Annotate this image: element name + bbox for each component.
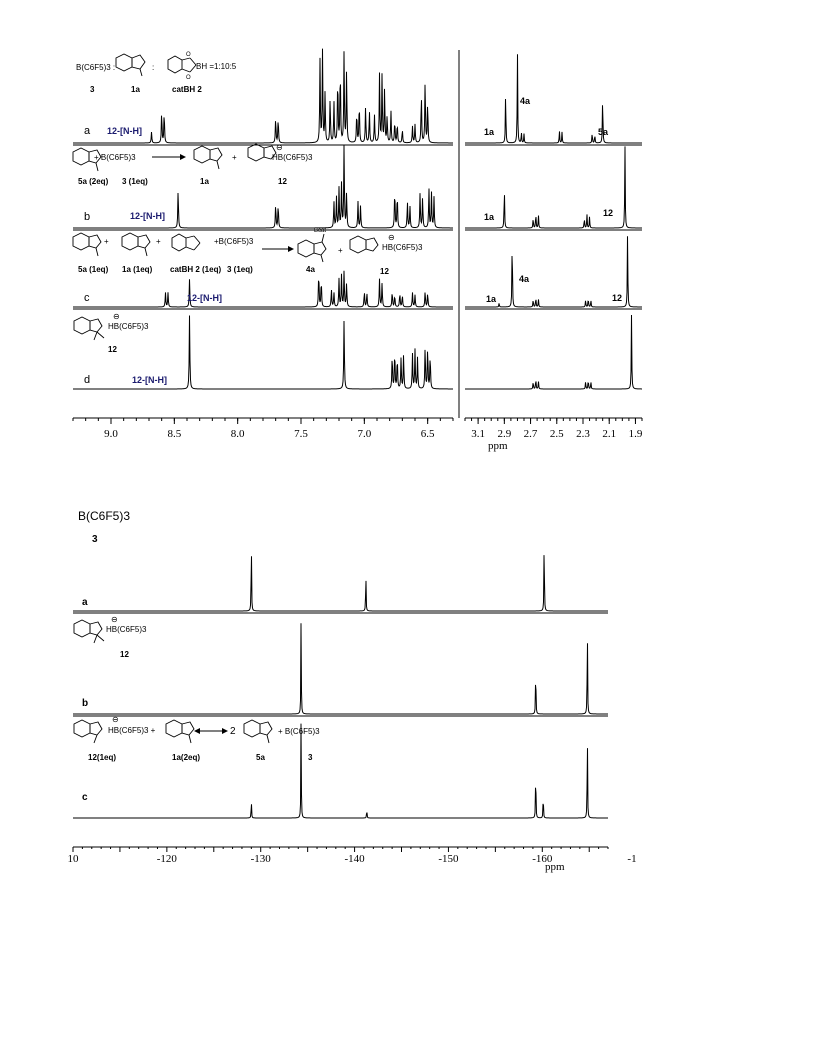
h1-tick-label: 2.9 bbox=[497, 428, 512, 440]
h1-tick-label: 2.5 bbox=[549, 428, 564, 440]
scheme-hc-plus-3: + bbox=[338, 246, 343, 255]
h1-trace-a bbox=[73, 49, 642, 145]
scheme-fc-hb: HB(C6F5)3 + bbox=[108, 726, 156, 735]
peak-label-4a-a: 4a bbox=[520, 96, 531, 106]
scheme-ha-rhs: BH =1:10:5 bbox=[196, 62, 237, 71]
h1-xlabel: ppm bbox=[488, 440, 508, 452]
scheme-fb-12: 12 bbox=[120, 650, 129, 659]
scheme-fc-b: + B(C6F5)3 bbox=[278, 727, 320, 736]
f19-trace-label-a: a bbox=[82, 597, 88, 608]
trace-label-a: a bbox=[84, 125, 91, 137]
scheme-hc-5a: 5a (1eq) bbox=[78, 265, 109, 274]
scheme-fc-2: 2 bbox=[230, 726, 236, 737]
scheme-fc-3: 3 bbox=[308, 753, 313, 762]
scheme-ha-catbh: catBH 2 bbox=[172, 85, 202, 94]
h1-aliphatic-trace-d bbox=[465, 315, 642, 389]
f19-trace-a bbox=[73, 555, 608, 613]
scheme-fb-minus: ⊖ bbox=[111, 615, 118, 624]
nh-label-b: 12-[N-H] bbox=[130, 211, 165, 221]
indoline-5a-structure bbox=[244, 720, 272, 743]
scheme-hc-catbh: catBH 2 (1eq) bbox=[170, 265, 222, 274]
nh-label-a: 12-[N-H] bbox=[107, 126, 142, 136]
scheme-h-c bbox=[73, 228, 423, 276]
fluorine-nmr-traces bbox=[73, 555, 608, 818]
scheme-fb-hb: HB(C6F5)3 bbox=[106, 625, 147, 634]
catechol-borane-structure bbox=[172, 234, 200, 251]
catechol-borane-structure bbox=[168, 52, 196, 81]
f19-trace-label-b: b bbox=[82, 698, 89, 709]
h1-tick-label: 2.7 bbox=[523, 428, 538, 440]
f19-title-3: 3 bbox=[92, 534, 98, 545]
f19-xlabel: ppm bbox=[545, 861, 565, 873]
h1-trace-c bbox=[73, 236, 642, 309]
scheme-hb-5a: 5a (2eq) bbox=[78, 177, 109, 186]
f19-tick-label: -120 bbox=[156, 853, 177, 865]
indolinium-12-structure bbox=[350, 236, 378, 253]
scheme-hc-1a: 1a (1eq) bbox=[122, 265, 153, 274]
trace-label-d: d bbox=[84, 374, 91, 386]
indole-1a-structure bbox=[122, 233, 150, 256]
indole-1a-structure bbox=[194, 146, 222, 169]
borylated-indole-4a-structure bbox=[298, 234, 326, 262]
f19-trace-b bbox=[73, 623, 608, 716]
scheme-hc-b: +B(C6F5)3 bbox=[214, 237, 254, 246]
h1-aromatic-trace-c bbox=[73, 271, 453, 307]
scheme-fc-12: 12(1eq) bbox=[88, 753, 117, 762]
scheme-ha-1a: 1a bbox=[131, 85, 140, 94]
trace-label-c: c bbox=[84, 292, 90, 304]
h1-tick-label: 2.1 bbox=[602, 428, 617, 440]
f19-spectrum-c bbox=[73, 724, 608, 818]
indolinium-12-structure bbox=[74, 620, 104, 643]
nh-label-c: 12-[N-H] bbox=[187, 293, 222, 303]
indoline-5a-structure bbox=[73, 233, 101, 256]
scheme-hd-minus: ⊖ bbox=[113, 312, 120, 321]
scheme-hc-plus-1: + bbox=[104, 237, 109, 246]
scheme-f-c bbox=[74, 715, 320, 762]
peak-label-5a-a: 5a bbox=[598, 127, 609, 137]
scheme-ha-mid: : bbox=[152, 63, 155, 72]
h1-tick-label: 8.0 bbox=[230, 428, 245, 440]
h1-tick-label: 7.0 bbox=[357, 428, 372, 440]
scheme-hb-plus-b: + B(C6F5)3 bbox=[94, 153, 136, 162]
f19-trace-c bbox=[73, 724, 608, 818]
trace-label-b: b bbox=[84, 211, 91, 223]
scheme-h-d bbox=[74, 312, 149, 354]
f19-tick-label: -150 bbox=[438, 853, 459, 865]
svg-text:O: O bbox=[186, 52, 191, 58]
indolinium-12-structure bbox=[74, 317, 104, 340]
nh-label-d: 12-[N-H] bbox=[132, 375, 167, 385]
f19-trace-label-c: c bbox=[82, 792, 88, 803]
f19-spectrum-b bbox=[73, 623, 608, 714]
h1-tick-label: 1.9 bbox=[628, 428, 643, 440]
f19-tick-label: -140 bbox=[344, 853, 365, 865]
scheme-hd-hb: HB(C6F5)3 bbox=[108, 322, 149, 331]
f19-tick-label: -1 bbox=[627, 853, 637, 865]
scheme-h-a bbox=[76, 52, 237, 94]
h1-tick-label: 6.5 bbox=[420, 428, 435, 440]
scheme-hc-12: 12 bbox=[380, 267, 389, 276]
h1-tick-label: 3.1 bbox=[471, 428, 485, 440]
indole-1a-structure bbox=[116, 54, 145, 76]
peak-label-12-b: 12 bbox=[603, 208, 614, 218]
scheme-ha-3: 3 bbox=[90, 85, 95, 94]
svg-text:O: O bbox=[186, 75, 191, 81]
h1-tick-label: 7.5 bbox=[294, 428, 308, 440]
scheme-hb-minus: ⊖ bbox=[276, 143, 283, 152]
peak-label-12-c: 12 bbox=[612, 293, 623, 303]
f19-tick-label: 10 bbox=[67, 853, 79, 865]
scheme-hc-plus-2: + bbox=[156, 237, 161, 246]
peak-label-1a-c: 1a bbox=[486, 294, 497, 304]
scheme-hc-4a: 4a bbox=[306, 265, 315, 274]
scheme-hb-plus: + bbox=[232, 153, 237, 162]
scheme-hb-hb: HB(C6F5)3 bbox=[272, 153, 313, 162]
scheme-fc-1a: 1a(2eq) bbox=[172, 753, 201, 762]
peak-label-1a-b: 1a bbox=[484, 212, 495, 222]
scheme-h-b bbox=[73, 143, 313, 186]
scheme-ha-lhs: B(C6F5)3 : bbox=[76, 63, 116, 72]
scheme-fc-5a: 5a bbox=[256, 753, 265, 762]
indole-1a-structure bbox=[166, 720, 194, 743]
scheme-hc-minus: ⊖ bbox=[388, 233, 395, 242]
peak-label-1a-a: 1a bbox=[484, 127, 495, 137]
f19-tick-label: -130 bbox=[250, 853, 271, 865]
indolinium-12-structure bbox=[74, 720, 102, 743]
scheme-hc-hb: HB(C6F5)3 bbox=[382, 243, 423, 252]
f19-spectrum-a bbox=[73, 555, 608, 611]
scheme-hb-12: 12 bbox=[278, 177, 287, 186]
h1-tick-label: 8.5 bbox=[167, 428, 182, 440]
scheme-hc-3: 3 (1eq) bbox=[227, 265, 253, 274]
scheme-hb-1a: 1a bbox=[200, 177, 209, 186]
scheme-hc-bcat: Bcat bbox=[314, 228, 327, 234]
h1-tick-label: 9.0 bbox=[104, 428, 118, 440]
f19-tick-label: -160 bbox=[532, 853, 553, 865]
scheme-f-b bbox=[74, 615, 147, 659]
scheme-fc-minus: ⊖ bbox=[112, 715, 119, 724]
scheme-hd-12: 12 bbox=[108, 345, 117, 354]
scheme-hb-3: 3 (1eq) bbox=[122, 177, 148, 186]
f19-title: B(C6F5)3 bbox=[78, 509, 131, 523]
peak-label-4a-c: 4a bbox=[519, 274, 530, 284]
h1-tick-label: 2.3 bbox=[576, 428, 590, 440]
